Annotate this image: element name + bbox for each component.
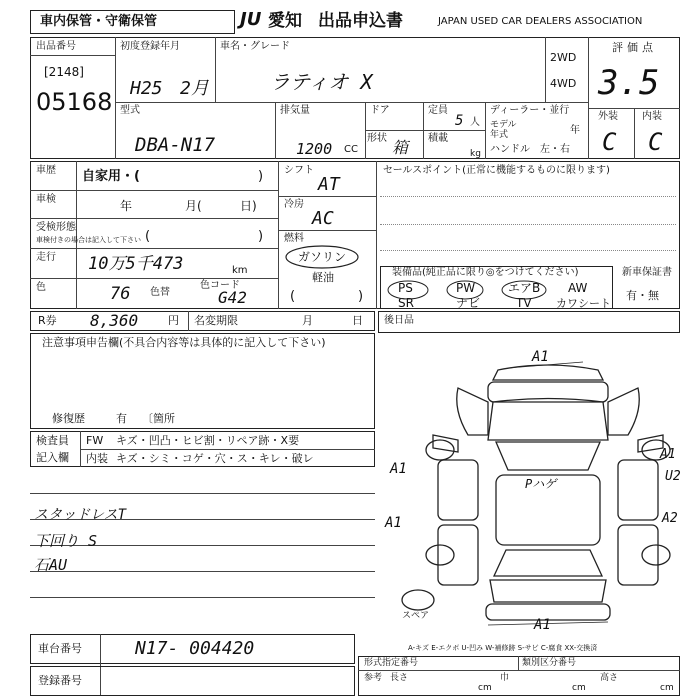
after-date-box [378, 311, 680, 333]
equip-aw: AW [568, 281, 588, 295]
repair-place: 〔箇所 [142, 412, 175, 425]
history-value: 自家用・( [82, 169, 140, 184]
fuel-close: ) [358, 289, 364, 304]
displacement-value: 1200 [296, 140, 333, 158]
year-unit: 年 [570, 125, 580, 136]
equip-pw: PW [456, 281, 476, 295]
exterior-grade: C [602, 128, 617, 156]
equip-tv: TV [516, 296, 532, 310]
spec-type-number: 形式指定番号 [364, 658, 419, 668]
chassis-label: 車台番号 [38, 642, 82, 655]
door-label: ドア [370, 105, 390, 116]
inspector-label-1: 検査員 [36, 434, 69, 447]
equip-navi: ナビ [456, 296, 481, 310]
lot-number: 05168 [36, 88, 113, 116]
fuel-label: 燃料 [284, 233, 304, 244]
car-name-value: ラティオ X [270, 70, 373, 94]
reg-number-label: 登録番号 [38, 674, 82, 687]
color-code-label: 色コード [200, 280, 240, 291]
exterior-label: 外装 [598, 111, 618, 122]
registration-label: 初度登録年月 [120, 41, 180, 52]
ticket-label: R券 [38, 314, 57, 327]
spec-class-number: 類別区分番号 [522, 658, 577, 668]
drive-2wd: 2WD [550, 51, 577, 64]
displacement-label: 排気量 [280, 105, 310, 116]
interior-grade: C [648, 128, 663, 156]
damage-legend: A-キズ E-エクボ U-凹み W-補修跡 S-サビ C-腐食 XX-交換済 [408, 644, 598, 652]
received-close: ) [258, 229, 264, 244]
equipment-circles [380, 266, 613, 309]
equip-leather-seat: カワシート [556, 297, 611, 310]
load-label: 積載 [428, 133, 448, 144]
drive-4wd: 4WD [550, 77, 577, 90]
top-info-frame [30, 37, 680, 159]
spare-label: スペア [402, 611, 430, 621]
registration-month: 2月 [180, 78, 209, 99]
damage-mark-right-rear: A2 [662, 511, 678, 526]
shape-value: 箱 [392, 138, 409, 157]
ticket-unit: 円 [168, 314, 179, 327]
document-title: 出品申込書 [318, 11, 403, 31]
color-value: 76 [110, 284, 131, 304]
model-year-label: モデル [490, 120, 517, 130]
repair-label: 修復歴 [52, 412, 85, 425]
damage-mark-rear: A1 [534, 617, 551, 633]
lot-label: 出品番号 [36, 41, 76, 52]
rating-score: 3.5 [598, 63, 660, 103]
lot-sub-number: [2148] [44, 65, 84, 79]
notes-label: 注意事項申告欄(不具合内容等は具体的に記入して下さい) [42, 336, 326, 349]
inspector-label-2: 記入欄 [36, 451, 69, 464]
received-label: 受検形態 [36, 222, 76, 233]
damage-mark-right-door: U2 [665, 469, 681, 484]
color-code-value: G42 [218, 288, 247, 307]
mileage-value: 10万5千473 [88, 254, 184, 274]
registration-year: H25 [130, 78, 163, 99]
inspector-interior-label: 内装 [86, 452, 108, 465]
damage-mark-front: A1 [532, 349, 549, 365]
spec-width-label: 巾 [500, 673, 510, 683]
damage-mark-left: A1 [390, 461, 407, 477]
note-stone-chip: 石AU [34, 556, 68, 574]
history-label: 車歴 [36, 165, 56, 176]
shift-label: シフト [284, 165, 314, 176]
shape-label: 形状 [367, 133, 387, 144]
warranty-options: 有・無 [626, 289, 659, 302]
dealer-parallel: ディーラー・並行 [490, 105, 570, 116]
mileage-unit: km [232, 265, 248, 276]
ticket-value: 8,360 [90, 311, 139, 330]
capacity-label: 定員 [428, 105, 448, 116]
equipment-label: 装備品(純正品に限り◎をつけてください) [392, 267, 579, 278]
storage-label: 車内保管・守衛保管 [40, 14, 158, 29]
spec-length-label: 長さ [390, 673, 409, 683]
equip-sr: SR [398, 296, 414, 310]
fuel-value: ガソリン [298, 250, 347, 264]
inspector-exterior-keys: キズ・凹凸・ヒビ割・リペア跡・X要 [116, 434, 300, 447]
ac-value: AC [312, 208, 334, 229]
inspection-day: 日) [240, 199, 257, 213]
damage-mark-left-rear: A1 [385, 515, 402, 531]
interior-label: 内装 [642, 111, 662, 122]
name-change-month: 月 [302, 314, 313, 327]
capacity-unit: 人 [470, 117, 480, 128]
handle-label: ハンドル [490, 144, 530, 155]
name-change-label: 名変期限 [194, 314, 238, 327]
capacity-value: 5 [455, 113, 464, 129]
sales-point-label: セールスポイント(正常に機能するものに限ります) [383, 165, 610, 176]
received-note: 車検付きの場合は記入して下さい [36, 236, 141, 244]
warranty-label: 新車保証書 [622, 267, 672, 278]
history-close: ) [258, 169, 264, 184]
handle-options: 左・右 [540, 144, 570, 155]
model-value: DBA-N17 [135, 134, 216, 156]
displacement-unit: CC [344, 144, 358, 155]
ju-logo: JU [240, 9, 262, 30]
note-underbody: 下回り S [34, 532, 98, 550]
spec-cm-2: cm [572, 683, 586, 693]
association-name: JAPAN USED CAR DEALERS ASSOCIATION [438, 16, 643, 27]
spec-height-label: 高さ [600, 673, 619, 683]
ac-label: 冷房 [284, 199, 304, 210]
model-label: 型式 [120, 105, 140, 116]
spec-cm-1: cm [478, 683, 492, 693]
name-change-day: 日 [352, 314, 363, 327]
fuel-open: ( [290, 289, 296, 304]
received-open: ( [145, 229, 151, 244]
repair-value: 有 [116, 412, 127, 425]
load-unit: kg [470, 149, 481, 159]
inspector-fw: FW [86, 434, 104, 447]
car-name-label: 車名・グレード [220, 41, 290, 52]
inspection-label: 車検 [36, 194, 56, 205]
shift-value: AT [318, 174, 340, 195]
year-label: 年式 [490, 130, 509, 140]
rating-label: 評価点 [612, 41, 657, 54]
note-studless-tire: スタッドレスT [34, 507, 127, 523]
spec-ref-1: 参考 [364, 673, 383, 683]
fuel-alt: 軽油 [312, 271, 334, 284]
logo-region: 愛知 [268, 11, 302, 31]
equip-airbag: エアB [508, 281, 541, 295]
inspection-year: 年 [120, 199, 133, 213]
color-label: 色 [36, 282, 46, 293]
inspection-month: 月( [185, 199, 202, 213]
color-change-label: 色替 [150, 287, 170, 298]
mileage-label: 走行 [36, 252, 56, 263]
chassis-value: N17- 004420 [135, 638, 255, 659]
inspector-interior-keys: キズ・シミ・コゲ・穴・ス・キレ・破レ [116, 452, 314, 465]
after-date-label: 後日品 [384, 315, 414, 326]
damage-mark-right: A1 [660, 447, 676, 462]
equip-ps: PS [398, 281, 413, 295]
diagram-center-note: Pハゲ [525, 477, 557, 491]
spec-cm-3: cm [660, 683, 674, 693]
